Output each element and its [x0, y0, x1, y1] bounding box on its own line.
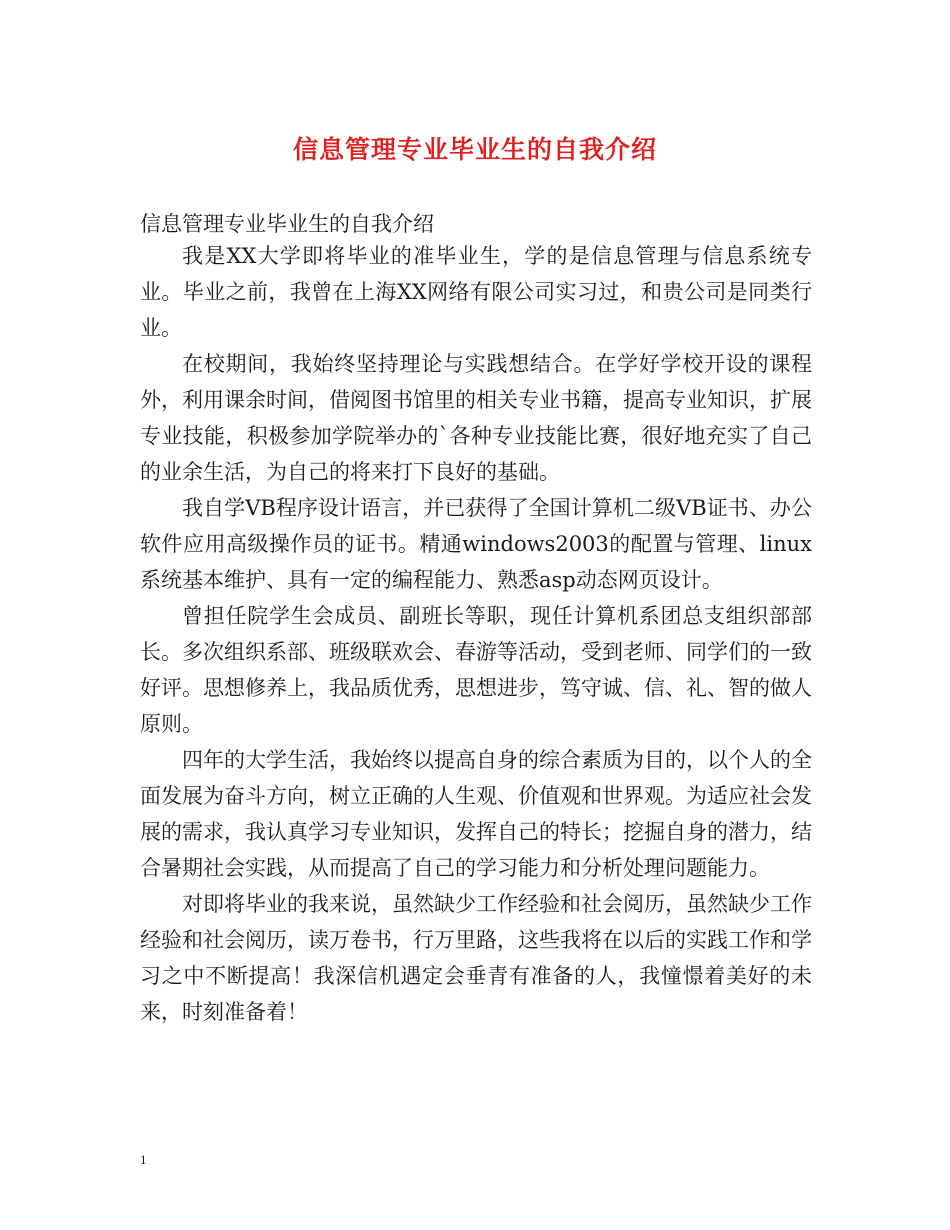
- page-number: 1: [140, 1152, 147, 1167]
- paragraph: 我是XX大学即将毕业的准毕业生，学的是信息管理与信息系统专业。毕业之前，我曾在上海XX网络有限公司实习过，和贵公司是同类行业。: [140, 244, 812, 340]
- paragraph: 对即将毕业的我来说，虽然缺少工作经验和社会阅历，虽然缺少工作经验和社会阅历，读万卷书，行万里路，这些我将在以后的实践工作和学习之中不断提高！我深信机遇定会垂青有准备的人，我憧憬着美好的未来，时刻准备着！: [140, 892, 812, 1024]
- document-title: 信息管理专业毕业生的自我介绍: [292, 135, 657, 164]
- paragraph: 曾担任院学生会成员、副班长等职，现任计算机系团总支组织部部长。多次组织系部、班级联欢会、春游等活动，受到老师、同学们的一致好评。思想修养上，我品质优秀，思想进步，笃守诚、信、礼、智的做人原则。: [140, 604, 812, 736]
- paragraph: 在校期间，我始终坚持理论与实践想结合。在学好学校开设的课程外，利用课余时间，借阅图书馆里的相关专业书籍，提高专业知识，扩展专业技能，积极参加学院举办的`各种专业技能比赛，很好地充实了自己的业余生活，为自己的将来打下良好的基础。: [140, 352, 812, 484]
- paragraph: 四年的大学生活，我始终以提高自身的综合素质为目的，以个人的全面发展为奋斗方向，树立正确的人生观、价值观和世界观。为适应社会发展的需求，我认真学习专业知识，发挥自己的特长；挖掘自身的潜力，结合暑期社会实践，从而提高了自己的学习能力和分析处理问题能力。: [140, 748, 812, 880]
- paragraph: 我自学VB程序设计语言，并已获得了全国计算机二级VB证书、办公软件应用高级操作员的证书。精通windows2003的配置与管理、linux系统基本维护、具有一定的编程能力、熟悉asp动态网页设计。: [140, 496, 812, 592]
- document-body: [140, 238, 812, 1030]
- document-subtitle: 信息管理专业毕业生的自我介绍: [140, 212, 434, 236]
